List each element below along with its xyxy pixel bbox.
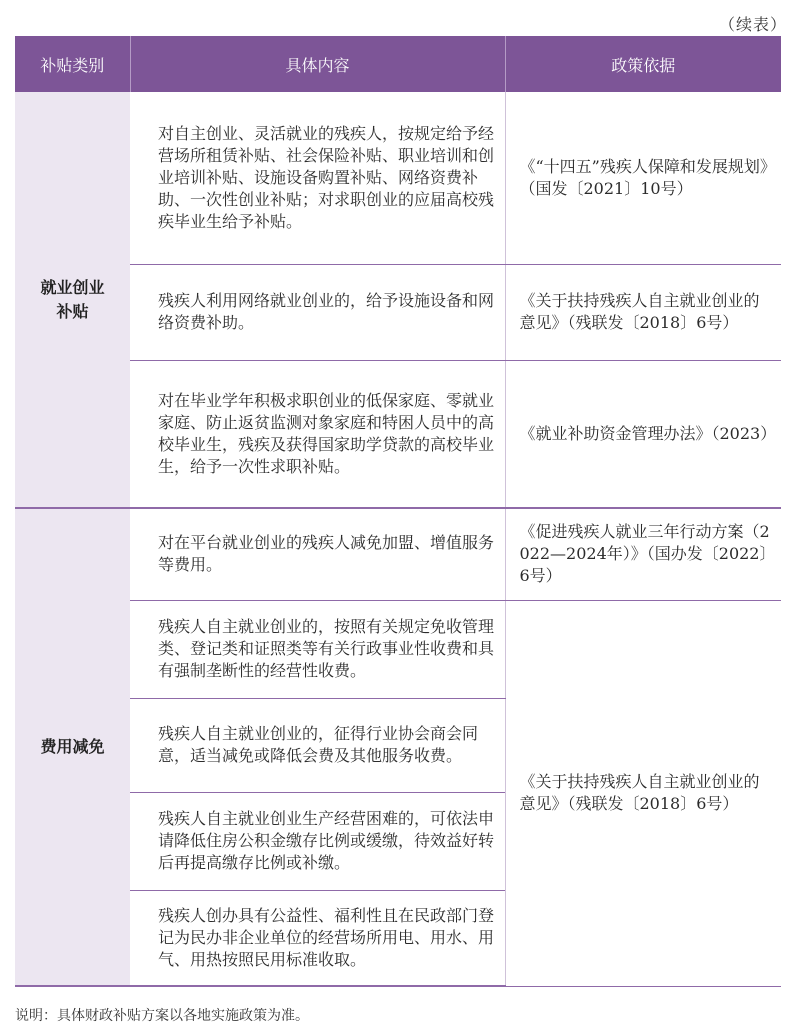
basis-cell: 《关于扶持残疾人自主就业创业的意见》（残联发〔2018〕6号）: [505, 264, 781, 360]
header-basis: 政策依据: [505, 36, 781, 92]
content-cell: 残疾人自主就业创业的，征得行业协会商会同意，适当减免或降低会费及其他服务收费。: [130, 698, 505, 792]
basis-cell: 《“十四五”残疾人保障和发展规划》（国发〔2021〕10号）: [505, 92, 781, 264]
subsidy-policy-table: [15, 36, 781, 987]
basis-cell: 《促进残疾人就业三年行动方案（2022—2024年）》（国办发〔2022〕6号）: [505, 508, 781, 600]
table-header-row: [15, 36, 781, 92]
table-row: [15, 264, 781, 360]
table-row: [15, 360, 781, 508]
content-cell: 残疾人创办具有公益性、福利性且在民政部门登记为民办非企业单位的经营场所用电、用水、用气、用热按照民用标准收取。: [130, 890, 505, 986]
category-employment-subsidy: 就业创业 补贴: [15, 92, 130, 508]
header-category: 补贴类别: [15, 36, 130, 92]
table-row: [15, 600, 781, 698]
content-cell: 残疾人利用网络就业创业的，给予设施设备和网络资费补助。: [130, 264, 505, 360]
header-content: 具体内容: [130, 36, 505, 92]
basis-cell-shared: 《关于扶持残疾人自主就业创业的意见》（残联发〔2018〕6号）: [505, 600, 781, 986]
content-cell: 残疾人自主就业创业的，按照有关规定免收管理类、登记类和证照类等有关行政事业性收费和具有强制垄断性的经营性收费。: [130, 600, 505, 698]
table-row: [15, 508, 781, 600]
table-row: [15, 92, 781, 264]
category-fee-reduction: 费用减免: [15, 508, 130, 986]
content-cell: 残疾人自主就业创业生产经营困难的，可依法申请降低住房公积金缴存比例或缓缴，待效益好转后再提高缴存比例或补缴。: [130, 792, 505, 890]
content-cell: 对自主创业、灵活就业的残疾人，按规定给予经营场所租赁补贴、社会保险补贴、职业培训和创业培训补贴、设施设备购置补贴、网络资费补助、一次性创业补贴；对求职创业的应届高校残疾毕业生给予补贴。: [130, 92, 505, 264]
table-footnote: 说明：具体财政补贴方案以各地实施政策为准。: [15, 1008, 309, 1024]
basis-cell: 《就业补助资金管理办法》（2023）: [505, 360, 781, 508]
content-cell: 对在毕业学年积极求职创业的低保家庭、零就业家庭、防止返贫监测对象家庭和特困人员中的高校毕业生，残疾及获得国家助学贷款的高校毕业生，给予一次性求职补贴。: [130, 360, 505, 508]
continued-label: （续表）: [718, 15, 787, 34]
content-cell: 对在平台就业创业的残疾人减免加盟、增值服务等费用。: [130, 508, 505, 600]
